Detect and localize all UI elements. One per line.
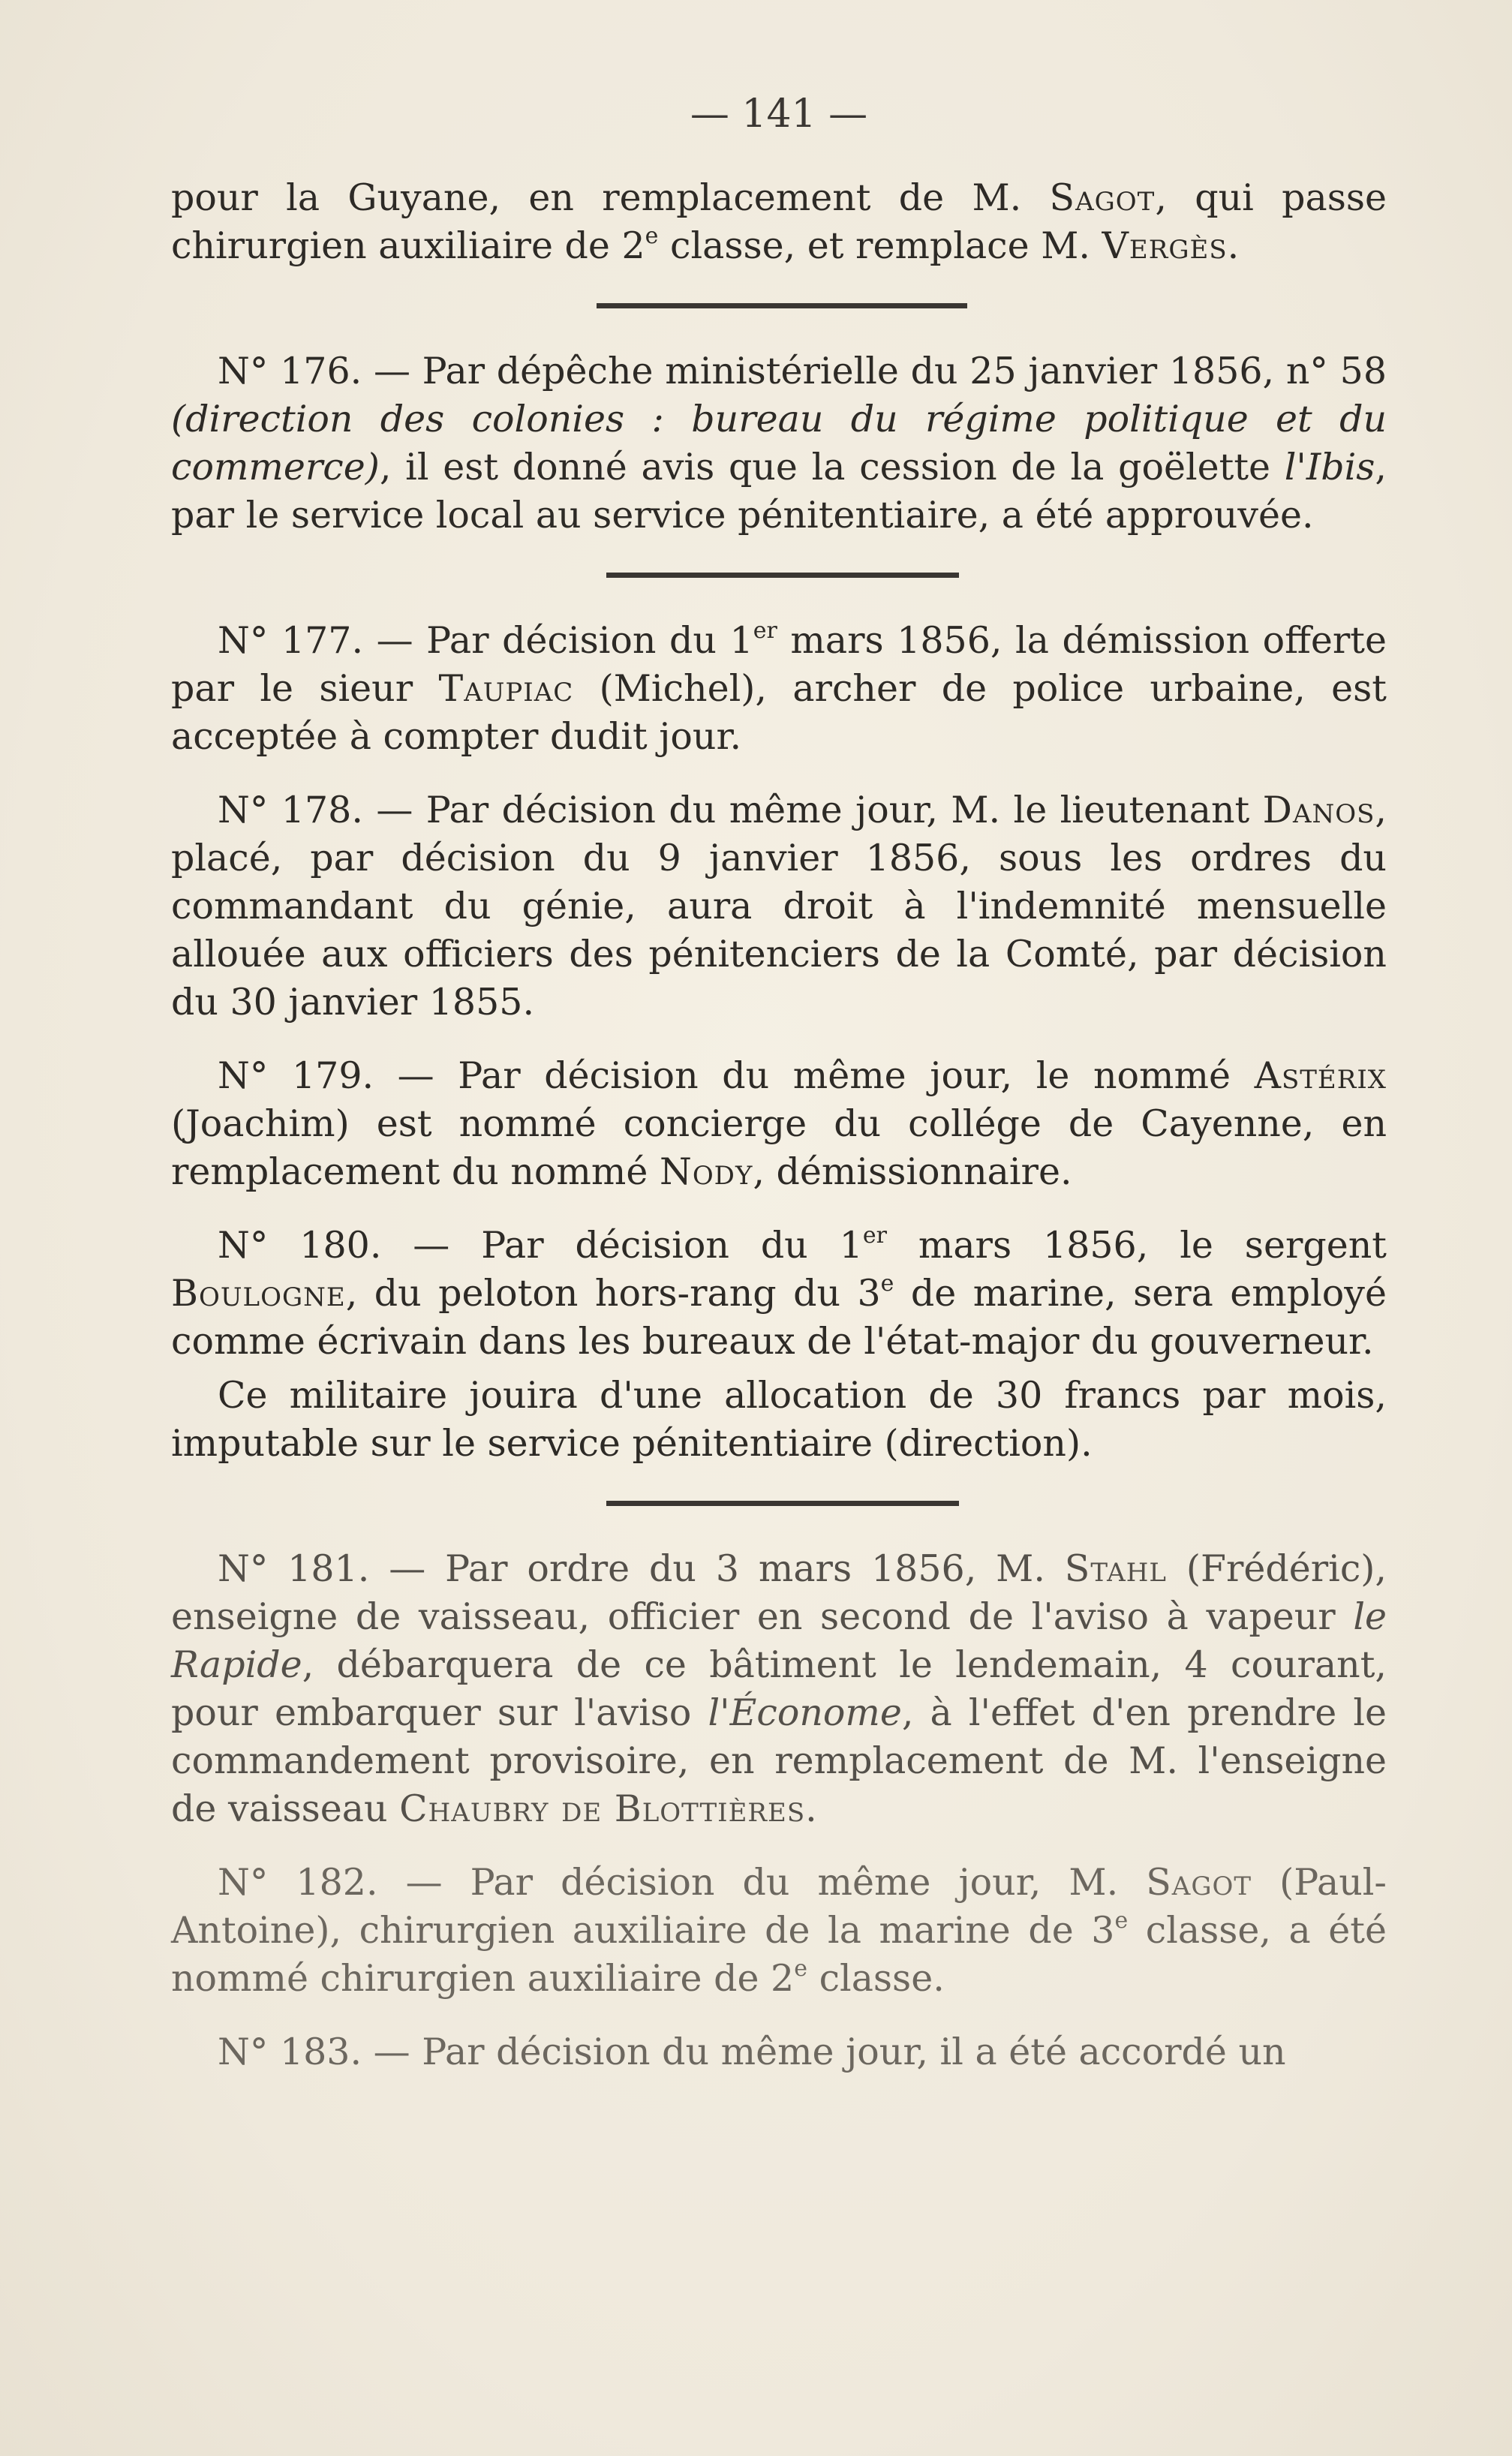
section-divider bbox=[597, 303, 967, 308]
paragraph-n183 bbox=[171, 2028, 1387, 2076]
page-number: — 141 — bbox=[690, 92, 868, 137]
text-run: N° 179. — Par décision du même jour, le nommé bbox=[218, 1054, 1255, 1097]
text-run: N° 176. — Par dépêche ministérielle du 25 janvier 1856, n° 58 bbox=[218, 350, 1387, 392]
superscript: er bbox=[753, 618, 777, 644]
text-run: pour la Guyane, en remplacement de M. bbox=[171, 176, 1050, 219]
paragraph-n181 bbox=[171, 1545, 1387, 1833]
text-run: N° 183. — Par décision du même jour, il a été accordé un bbox=[218, 2031, 1286, 2073]
person-name: Stahl bbox=[1064, 1547, 1167, 1590]
person-name: Nody bbox=[659, 1150, 753, 1193]
person-name: Vergès bbox=[1102, 224, 1228, 267]
text-run: classe, et remplace M. bbox=[658, 224, 1102, 267]
person-name: Taupiac bbox=[438, 667, 574, 710]
superscript: e bbox=[1114, 1907, 1129, 1934]
page-content bbox=[171, 90, 1387, 2076]
ship-name: le Rapide bbox=[171, 1595, 1387, 1686]
text-run: . bbox=[805, 1787, 817, 1830]
superscript: e bbox=[880, 1270, 894, 1297]
text-run: N° 181. — Par ordre du 3 mars 1856, M. bbox=[218, 1547, 1065, 1590]
paragraph-n182 bbox=[171, 1859, 1387, 2003]
text-run: , à l'effet d'en prendre le commandement provisoire, en remplacement de M. l'enseigne de vaisseau bbox=[171, 1691, 1387, 1830]
paragraph-n177 bbox=[171, 617, 1387, 761]
person-name: Chaubry de Blottières bbox=[399, 1787, 806, 1830]
text-run: de marine, sera employé comme écrivain dans les bureaux de l'état-major du gouverneur. bbox=[171, 1272, 1387, 1363]
text-run: N° 177. — Par décision du 1 bbox=[218, 619, 753, 662]
ship-name: l'Ibis bbox=[1284, 446, 1375, 488]
text-run: N° 180. — Par décision du 1 bbox=[218, 1224, 863, 1267]
superscript: e bbox=[794, 1955, 807, 1982]
superscript: er bbox=[862, 1222, 887, 1249]
text-run: N° 182. — Par décision du même jour, M. bbox=[218, 1861, 1147, 1904]
paragraph-n180-continued bbox=[171, 1372, 1387, 1468]
text-run: Ce militaire jouira d'une allocation de 30 francs par mois, imputable sur le service pénitentiaire (direction). bbox=[171, 1374, 1387, 1465]
text-run: , qui passe chirurgien auxiliaire de 2 bbox=[171, 176, 1387, 267]
ship-name: l'Économe bbox=[708, 1691, 902, 1734]
person-name: Danos bbox=[1262, 789, 1375, 831]
text-run: (Joachim) est nommé concierge du collége de Cayenne, en remplacement du nommé bbox=[171, 1102, 1387, 1193]
person-name: Boulogne bbox=[171, 1272, 346, 1315]
paragraph-n179 bbox=[171, 1052, 1387, 1196]
italic-text: (direction des colonies : bureau du régime politique et du commerce) bbox=[171, 398, 1387, 488]
text-run: mars 1856, le sergent bbox=[886, 1224, 1387, 1267]
text-run: , placé, par décision du 9 janvier 1856, sous les ordres du commandant du génie, aura droit à l'indemnité mensuelle allouée aux officiers des pénitenciers de la Comté, par décision du 30 janvier 1855. bbox=[171, 789, 1387, 1024]
person-name: Sagot bbox=[1049, 176, 1156, 219]
text-run: , il est donné avis que la cession de la goëlette bbox=[379, 446, 1285, 488]
person-name: Sagot bbox=[1146, 1861, 1252, 1904]
person-name: Astérix bbox=[1254, 1054, 1387, 1097]
section-divider bbox=[606, 573, 959, 578]
text-run: (Michel), archer de police urbaine, est acceptée à compter dudit jour. bbox=[171, 667, 1387, 758]
text-run: N° 178. — Par décision du même jour, M. le lieutenant bbox=[218, 789, 1263, 831]
text-run: mars 1856, la démission offerte par le sieur bbox=[171, 619, 1387, 710]
text-run: classe. bbox=[807, 1957, 945, 2000]
text-run: , par le service local au service pénitentiaire, a été approuvée. bbox=[171, 446, 1387, 537]
text-run: , démissionnaire. bbox=[753, 1150, 1072, 1193]
section-divider bbox=[606, 1501, 959, 1506]
paragraph-n176 bbox=[171, 347, 1387, 540]
text-run: (Frédéric), enseigne de vaisseau, officier en second de l'aviso à vapeur bbox=[171, 1547, 1387, 1638]
superscript: e bbox=[645, 223, 659, 249]
text-run: , débarquera de ce bâtiment le lendemain, 4 courant, pour embarquer sur l'aviso bbox=[171, 1643, 1387, 1734]
text-run: (Paul-Antoine), chirurgien auxiliaire de la marine de 3 bbox=[171, 1861, 1387, 1952]
paragraph-n178 bbox=[171, 786, 1387, 1027]
paragraph-intro bbox=[171, 174, 1387, 270]
text-run: classe, a été nommé chirurgien auxiliaire de 2 bbox=[171, 1909, 1387, 2000]
paragraph-n180 bbox=[171, 1222, 1387, 1366]
text-run: . bbox=[1227, 224, 1240, 267]
text-run: , du peloton hors-rang du 3 bbox=[345, 1272, 881, 1315]
